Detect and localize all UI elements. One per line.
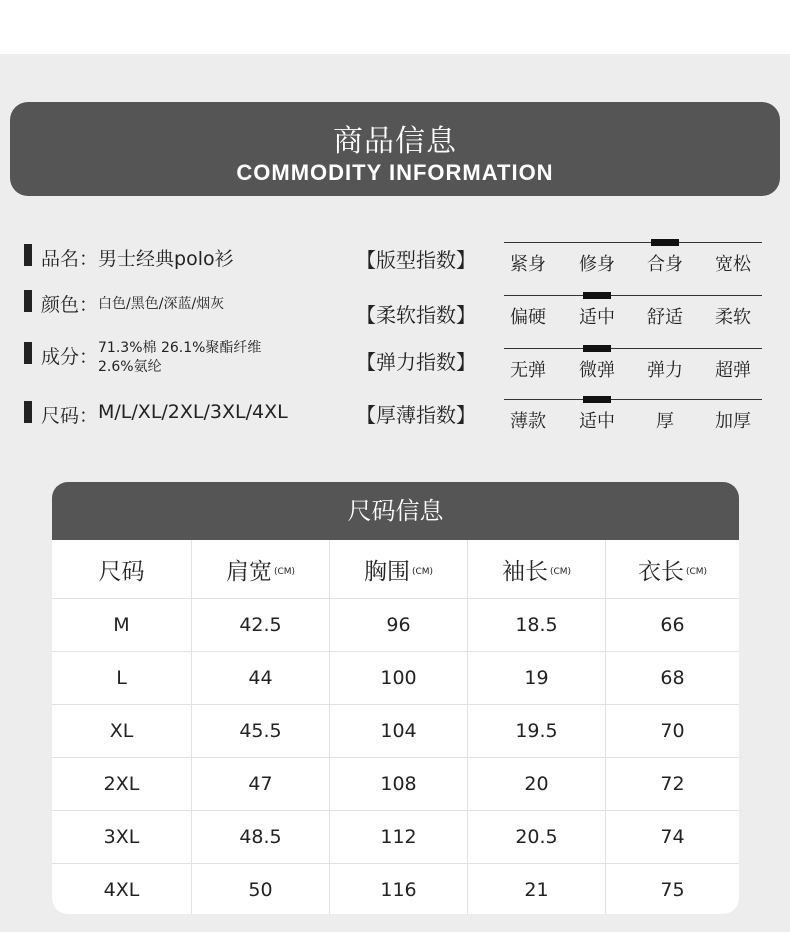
bullet-bar (24, 342, 32, 364)
table-row (52, 863, 739, 914)
table-cell: 104 (330, 704, 468, 757)
unit-label: (CM) (685, 567, 708, 577)
table-cell: 116 (330, 863, 468, 914)
table-cell: 19.5 (468, 704, 606, 757)
scale-option: 适中 (579, 411, 615, 432)
unit-label: (CM) (411, 567, 434, 577)
scale-line (504, 242, 762, 243)
column-name: 尺码 (98, 558, 145, 585)
scale-option: 薄款 (510, 411, 546, 432)
table-cell: 96 (330, 598, 468, 651)
material-line-1: 71.3%棉 26.1%聚酯纤维 (98, 340, 262, 356)
column-name: 肩宽 (225, 558, 272, 585)
prop-value: 白色/黑色/深蓝/烟灰 (98, 296, 225, 312)
scale-option: 微弹 (579, 360, 615, 381)
scale-marker (651, 239, 679, 246)
scale-option: 宽松 (715, 254, 751, 275)
prop-color (24, 290, 224, 317)
table-cell: 19 (468, 651, 606, 704)
index-label-fit: 【版型指数】 (356, 248, 476, 272)
table-row (52, 598, 739, 652)
table-header-cell (606, 540, 739, 598)
size-table (52, 482, 739, 914)
table-cell: 50 (192, 863, 330, 914)
scale-option: 弹力 (647, 360, 683, 381)
scale-elasticity (504, 348, 762, 388)
table-cell: 2XL (52, 757, 192, 810)
table-cell: 20.5 (468, 810, 606, 863)
scale-line (504, 399, 762, 400)
prop-size (24, 401, 288, 428)
scale-option: 修身 (579, 254, 615, 275)
table-cell: 44 (192, 651, 330, 704)
table-cell: 108 (330, 757, 468, 810)
scale-option: 柔软 (715, 307, 751, 328)
table-cell: 47 (192, 757, 330, 810)
table-cell: L (52, 651, 192, 704)
prop-value (98, 339, 261, 377)
table-header-cell (330, 540, 468, 598)
unit-label: (CM) (273, 567, 296, 577)
table-cell: M (52, 598, 192, 651)
table-cell: 20 (468, 757, 606, 810)
table-cell: 42.5 (192, 598, 330, 651)
table-row (52, 810, 739, 864)
column-name: 胸围 (363, 558, 410, 585)
table-row (52, 651, 739, 705)
scale-marker (583, 396, 611, 403)
table-row (52, 704, 739, 758)
scale-option: 紧身 (510, 254, 546, 275)
table-cell: 100 (330, 651, 468, 704)
column-name: 袖长 (501, 558, 548, 585)
scale-option: 无弹 (510, 360, 546, 381)
scale-option: 超弹 (715, 360, 751, 381)
bullet-bar (24, 290, 32, 312)
table-cell: 21 (468, 863, 606, 914)
table-cell: 72 (660, 772, 685, 795)
table-cell: 3XL (52, 810, 192, 863)
table-cell: XL (52, 704, 192, 757)
scale-softness (504, 295, 762, 335)
scale-option: 合身 (647, 254, 683, 275)
index-label-softness: 【柔软指数】 (356, 303, 476, 327)
commodity-info-banner (10, 102, 780, 196)
banner-title-en: COMMODITY INFORMATION (236, 160, 554, 185)
prop-material (24, 342, 261, 377)
table-cell: 75 (660, 878, 685, 901)
table-cell: 70 (660, 719, 685, 742)
prop-label: 成分： (41, 346, 99, 368)
scale-fit (504, 242, 762, 282)
prop-label: 颜色： (41, 294, 99, 316)
table-cell: 112 (330, 810, 468, 863)
scale-option: 偏硬 (510, 307, 546, 328)
scale-option: 厚 (656, 411, 674, 432)
scale-line (504, 348, 762, 349)
scale-thickness (504, 399, 762, 439)
banner-title-cn: 商品信息 (333, 124, 457, 159)
table-row (52, 757, 739, 811)
scale-option: 舒适 (647, 307, 683, 328)
table-header-cell (192, 540, 330, 598)
table-cell: 4XL (52, 863, 192, 914)
table-cell: 48.5 (192, 810, 330, 863)
scale-option: 适中 (579, 307, 615, 328)
unit-label: (CM) (549, 567, 572, 577)
prop-value: M/L/XL/2XL/3XL/4XL (98, 401, 288, 423)
table-cell: 18.5 (468, 598, 606, 651)
column-name: 衣长 (637, 558, 684, 585)
scale-option: 加厚 (715, 411, 751, 432)
table-header-cell (468, 540, 606, 598)
index-label-elasticity: 【弹力指数】 (356, 350, 476, 374)
material-line-2: 2.6%氨纶 (98, 359, 162, 375)
scale-marker (583, 292, 611, 299)
table-cell: 74 (660, 825, 685, 848)
bullet-bar (24, 244, 32, 266)
table-cell: 68 (660, 666, 685, 689)
prop-value: 男士经典polo衫 (98, 248, 234, 270)
bullet-bar (24, 401, 32, 423)
prop-label: 品名： (41, 248, 99, 270)
index-label-thickness: 【厚薄指数】 (356, 403, 476, 427)
table-header-row (52, 540, 739, 599)
size-table-title: 尺码信息 (52, 482, 739, 540)
table-cell: 66 (660, 613, 685, 636)
prop-name (24, 244, 234, 271)
table-header-cell (52, 540, 192, 598)
prop-label: 尺码： (41, 405, 99, 427)
table-cell: 45.5 (192, 704, 330, 757)
scale-line (504, 295, 762, 296)
scale-marker (583, 345, 611, 352)
